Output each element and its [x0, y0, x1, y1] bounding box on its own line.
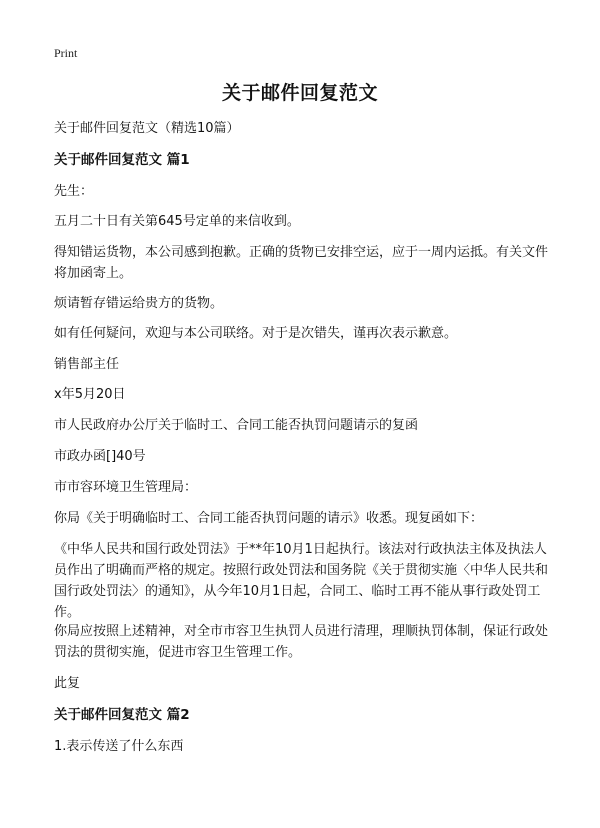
- paragraph: 如有任何疑问，欢迎与本公司联络。对于是次错失，谨再次表示歉意。: [54, 326, 458, 341]
- signature-title: 销售部主任: [54, 357, 120, 372]
- section-heading-1: 关于邮件回复范文 篇1: [54, 152, 190, 168]
- salutation: 先生：: [54, 184, 94, 199]
- paragraph: 1.表示传送了什么东西: [54, 739, 184, 754]
- paragraph: 市人民政府办公厅关于临时工、合同工能否执罚问题请示的复函: [54, 418, 419, 433]
- closing: 此复: [54, 676, 81, 691]
- document-title: 关于邮件回复范文: [221, 82, 378, 104]
- recipient: 市市容环境卫生管理局：: [54, 480, 198, 495]
- print-link[interactable]: Print: [54, 46, 78, 60]
- section-heading-2: 关于邮件回复范文 篇2: [54, 707, 190, 723]
- paragraph: 得知错运货物，本公司感到抱歉。正确的货物已安排空运，应于一周内运抵。有关文件将加函寄上。: [54, 245, 549, 281]
- document-subtitle: 关于邮件回复范文（精选10篇）: [54, 121, 240, 136]
- signature-date: x年5月20日: [54, 387, 126, 402]
- paragraph: 烦请暂存错运给贵方的货物。: [54, 296, 224, 311]
- paragraph: 你局应按照上述精神，对全市市容卫生执罚人员进行清理，理顺执罚体制，保证行政处罚法的贯彻实施，促进市容卫生管理工作。: [54, 624, 549, 660]
- paragraph: 《中华人民共和国行政处罚法》于**年10月1日起执行。该法对行政执法主体及执法人员作出了明确而严格的规定。按照行政处罚法和国务院《关于贯彻实施〈中华人民共和国行政处罚法〉的通知》，从今年10月1日起，合同工、临时工再不能从事行政处罚工作。: [54, 542, 549, 620]
- paragraph: 五月二十日有关第645号定单的来信收到。: [54, 214, 300, 229]
- paragraph: 你局《关于明确临时工、合同工能否执罚问题的请示》收悉。现复函如下：: [54, 511, 484, 526]
- reference-number: 市政办函[]40号: [54, 449, 146, 464]
